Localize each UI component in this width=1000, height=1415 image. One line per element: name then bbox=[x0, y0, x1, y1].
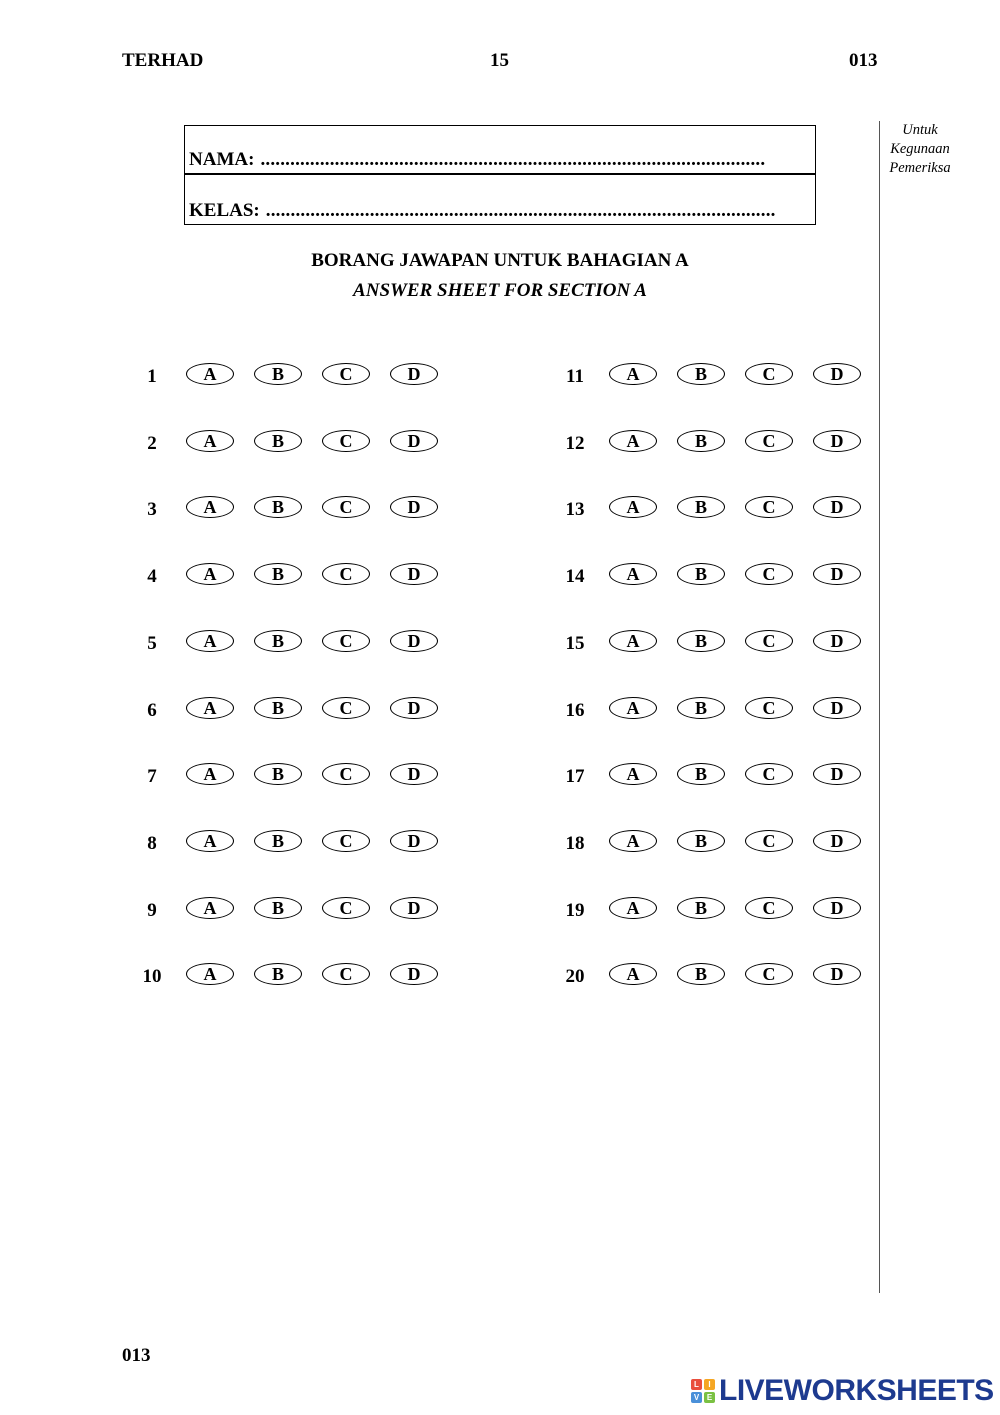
answer-bubble-b[interactable]: B bbox=[677, 430, 725, 452]
answer-bubble-c[interactable]: C bbox=[745, 563, 793, 585]
answer-bubble-d[interactable]: D bbox=[390, 363, 438, 385]
answer-bubble-d[interactable]: D bbox=[813, 430, 861, 452]
question-number: 10 bbox=[142, 966, 162, 987]
answer-bubble-b[interactable]: B bbox=[677, 363, 725, 385]
answer-bubble-d[interactable]: D bbox=[813, 830, 861, 852]
answer-bubble-d[interactable]: D bbox=[390, 430, 438, 452]
question-number: 11 bbox=[566, 366, 584, 387]
page-number: 15 bbox=[490, 50, 509, 71]
logo-mark-tile: E bbox=[704, 1392, 715, 1403]
answer-bubble-c[interactable]: C bbox=[322, 563, 370, 585]
answer-bubble-b[interactable]: B bbox=[254, 963, 302, 985]
answer-bubble-b[interactable]: B bbox=[677, 763, 725, 785]
answer-bubble-c[interactable]: C bbox=[322, 830, 370, 852]
question-row bbox=[557, 830, 867, 856]
answer-bubble-b[interactable]: B bbox=[254, 697, 302, 719]
name-label: NAMA: bbox=[189, 149, 255, 170]
class-label: KELAS: bbox=[189, 200, 260, 221]
question-number: 14 bbox=[565, 566, 585, 587]
question-row bbox=[134, 830, 444, 856]
answer-bubble-a[interactable]: A bbox=[186, 563, 234, 585]
answer-bubble-a[interactable]: A bbox=[609, 897, 657, 919]
answer-bubble-d[interactable]: D bbox=[390, 630, 438, 652]
answer-bubble-d[interactable]: D bbox=[813, 697, 861, 719]
answer-bubble-b[interactable]: B bbox=[677, 897, 725, 919]
answer-bubble-b[interactable]: B bbox=[677, 496, 725, 518]
answer-bubble-a[interactable]: A bbox=[609, 963, 657, 985]
answer-bubble-c[interactable]: C bbox=[322, 763, 370, 785]
answer-bubble-b[interactable]: B bbox=[677, 563, 725, 585]
answer-bubble-d[interactable]: D bbox=[390, 697, 438, 719]
answer-bubble-a[interactable]: A bbox=[609, 763, 657, 785]
answer-bubble-d[interactable]: D bbox=[390, 563, 438, 585]
question-number: 6 bbox=[147, 700, 157, 721]
answer-bubble-d[interactable]: D bbox=[390, 496, 438, 518]
answer-bubble-a[interactable]: A bbox=[186, 430, 234, 452]
answer-bubble-d[interactable]: D bbox=[390, 763, 438, 785]
answer-bubble-a[interactable]: A bbox=[609, 630, 657, 652]
logo-mark-tile: V bbox=[691, 1392, 702, 1403]
class-input-line[interactable]: ....................................................................................................... bbox=[265, 200, 776, 221]
answer-bubble-d[interactable]: D bbox=[813, 630, 861, 652]
examiner-note-line2: Kegunaan bbox=[890, 141, 950, 157]
answer-bubble-b[interactable]: B bbox=[254, 830, 302, 852]
examiner-note-line1: Untuk bbox=[902, 122, 938, 138]
question-row bbox=[557, 630, 867, 656]
question-number: 2 bbox=[147, 433, 157, 454]
answer-bubble-c[interactable]: C bbox=[745, 430, 793, 452]
question-number: 8 bbox=[147, 833, 157, 854]
question-row bbox=[557, 496, 867, 522]
answer-bubble-c[interactable]: C bbox=[322, 697, 370, 719]
question-number: 5 bbox=[147, 633, 157, 654]
question-number: 12 bbox=[565, 433, 585, 454]
header-left: TERHAD bbox=[122, 50, 204, 71]
logo-mark-tile: I bbox=[704, 1379, 715, 1390]
answer-bubble-c[interactable]: C bbox=[745, 897, 793, 919]
answer-bubble-b[interactable]: B bbox=[254, 363, 302, 385]
question-number: 16 bbox=[565, 700, 585, 721]
question-row bbox=[134, 697, 444, 723]
answer-bubble-a[interactable]: A bbox=[186, 897, 234, 919]
answer-bubble-b[interactable]: B bbox=[254, 897, 302, 919]
answer-bubble-c[interactable]: C bbox=[745, 363, 793, 385]
question-row bbox=[557, 563, 867, 589]
answer-bubble-c[interactable]: C bbox=[322, 363, 370, 385]
question-number: 17 bbox=[565, 766, 585, 787]
answer-bubble-c[interactable]: C bbox=[322, 496, 370, 518]
answer-bubble-c[interactable]: C bbox=[322, 963, 370, 985]
question-number: 4 bbox=[147, 566, 157, 587]
question-row bbox=[134, 496, 444, 522]
answer-bubble-d[interactable]: D bbox=[813, 963, 861, 985]
answer-bubble-a[interactable]: A bbox=[609, 697, 657, 719]
page-title: BORANG JAWAPAN UNTUK BAHAGIAN A bbox=[311, 250, 689, 271]
answer-bubble-a[interactable]: A bbox=[186, 963, 234, 985]
question-number: 1 bbox=[147, 366, 157, 387]
question-row bbox=[134, 897, 444, 923]
question-number: 18 bbox=[565, 833, 585, 854]
question-row bbox=[557, 763, 867, 789]
answer-bubble-d[interactable]: D bbox=[390, 963, 438, 985]
answer-bubble-a[interactable]: A bbox=[186, 630, 234, 652]
question-number: 13 bbox=[565, 499, 585, 520]
name-input-line[interactable]: ...................................................................................................... bbox=[260, 149, 766, 170]
answer-bubble-a[interactable]: A bbox=[609, 430, 657, 452]
question-number: 9 bbox=[147, 900, 157, 921]
answer-bubble-d[interactable]: D bbox=[813, 897, 861, 919]
footer-code: 013 bbox=[122, 1345, 151, 1366]
answer-bubble-b[interactable]: B bbox=[254, 563, 302, 585]
question-row bbox=[134, 430, 444, 456]
answer-bubble-c[interactable]: C bbox=[322, 897, 370, 919]
answer-bubble-b[interactable]: B bbox=[254, 630, 302, 652]
question-row bbox=[557, 430, 867, 456]
question-number: 15 bbox=[565, 633, 585, 654]
answer-bubble-b[interactable]: B bbox=[677, 830, 725, 852]
examiner-note bbox=[884, 121, 956, 178]
answer-bubble-c[interactable]: C bbox=[322, 630, 370, 652]
answer-bubble-c[interactable]: C bbox=[745, 630, 793, 652]
answer-bubble-b[interactable]: B bbox=[254, 496, 302, 518]
question-row bbox=[134, 563, 444, 589]
header-right: 013 bbox=[849, 50, 878, 71]
answer-bubble-c[interactable]: C bbox=[322, 430, 370, 452]
question-row bbox=[134, 363, 444, 389]
answer-bubble-a[interactable]: A bbox=[609, 830, 657, 852]
answer-bubble-a[interactable]: A bbox=[609, 363, 657, 385]
examiner-note-line3: Pemeriksa bbox=[889, 160, 951, 176]
liveworksheets-logo bbox=[691, 1376, 994, 1406]
logo-mark-tile: L bbox=[691, 1379, 702, 1390]
answer-bubble-a[interactable]: A bbox=[609, 563, 657, 585]
answer-bubble-b[interactable]: B bbox=[254, 763, 302, 785]
answer-bubble-d[interactable]: D bbox=[813, 496, 861, 518]
question-row bbox=[134, 963, 444, 989]
answer-bubble-b[interactable]: B bbox=[254, 430, 302, 452]
box-divider bbox=[185, 173, 815, 175]
logo-text: LIVEWORKSHEETS bbox=[719, 1374, 994, 1407]
logo-mark-icon bbox=[691, 1379, 715, 1403]
answer-bubble-d[interactable]: D bbox=[813, 363, 861, 385]
answer-bubble-d[interactable]: D bbox=[813, 763, 861, 785]
answer-bubble-b[interactable]: B bbox=[677, 963, 725, 985]
question-number: 19 bbox=[565, 900, 585, 921]
question-row bbox=[557, 363, 867, 389]
question-row bbox=[134, 763, 444, 789]
answer-bubble-c[interactable]: C bbox=[745, 963, 793, 985]
page-subtitle: ANSWER SHEET FOR SECTION A bbox=[353, 280, 647, 301]
answer-bubble-a[interactable]: A bbox=[186, 830, 234, 852]
student-info-box bbox=[184, 125, 816, 225]
question-row bbox=[134, 630, 444, 656]
question-number: 3 bbox=[147, 499, 157, 520]
answer-bubble-a[interactable]: A bbox=[186, 763, 234, 785]
answer-bubble-c[interactable]: C bbox=[745, 830, 793, 852]
question-number: 7 bbox=[147, 766, 157, 787]
question-row bbox=[557, 697, 867, 723]
answer-bubble-d[interactable]: D bbox=[390, 830, 438, 852]
class-field[interactable] bbox=[189, 200, 811, 222]
answer-bubble-c[interactable]: C bbox=[745, 763, 793, 785]
answer-bubble-b[interactable]: B bbox=[677, 630, 725, 652]
answer-bubble-a[interactable]: A bbox=[186, 363, 234, 385]
answer-bubble-d[interactable]: D bbox=[390, 897, 438, 919]
answer-bubble-c[interactable]: C bbox=[745, 697, 793, 719]
question-row bbox=[557, 897, 867, 923]
answer-bubble-a[interactable]: A bbox=[186, 697, 234, 719]
answer-bubble-c[interactable]: C bbox=[745, 496, 793, 518]
question-number: 20 bbox=[565, 966, 585, 987]
answer-bubble-a[interactable]: A bbox=[186, 496, 234, 518]
answer-bubble-d[interactable]: D bbox=[813, 563, 861, 585]
name-field[interactable] bbox=[189, 149, 811, 171]
answer-bubble-b[interactable]: B bbox=[677, 697, 725, 719]
answer-bubble-a[interactable]: A bbox=[609, 496, 657, 518]
question-row bbox=[557, 963, 867, 989]
